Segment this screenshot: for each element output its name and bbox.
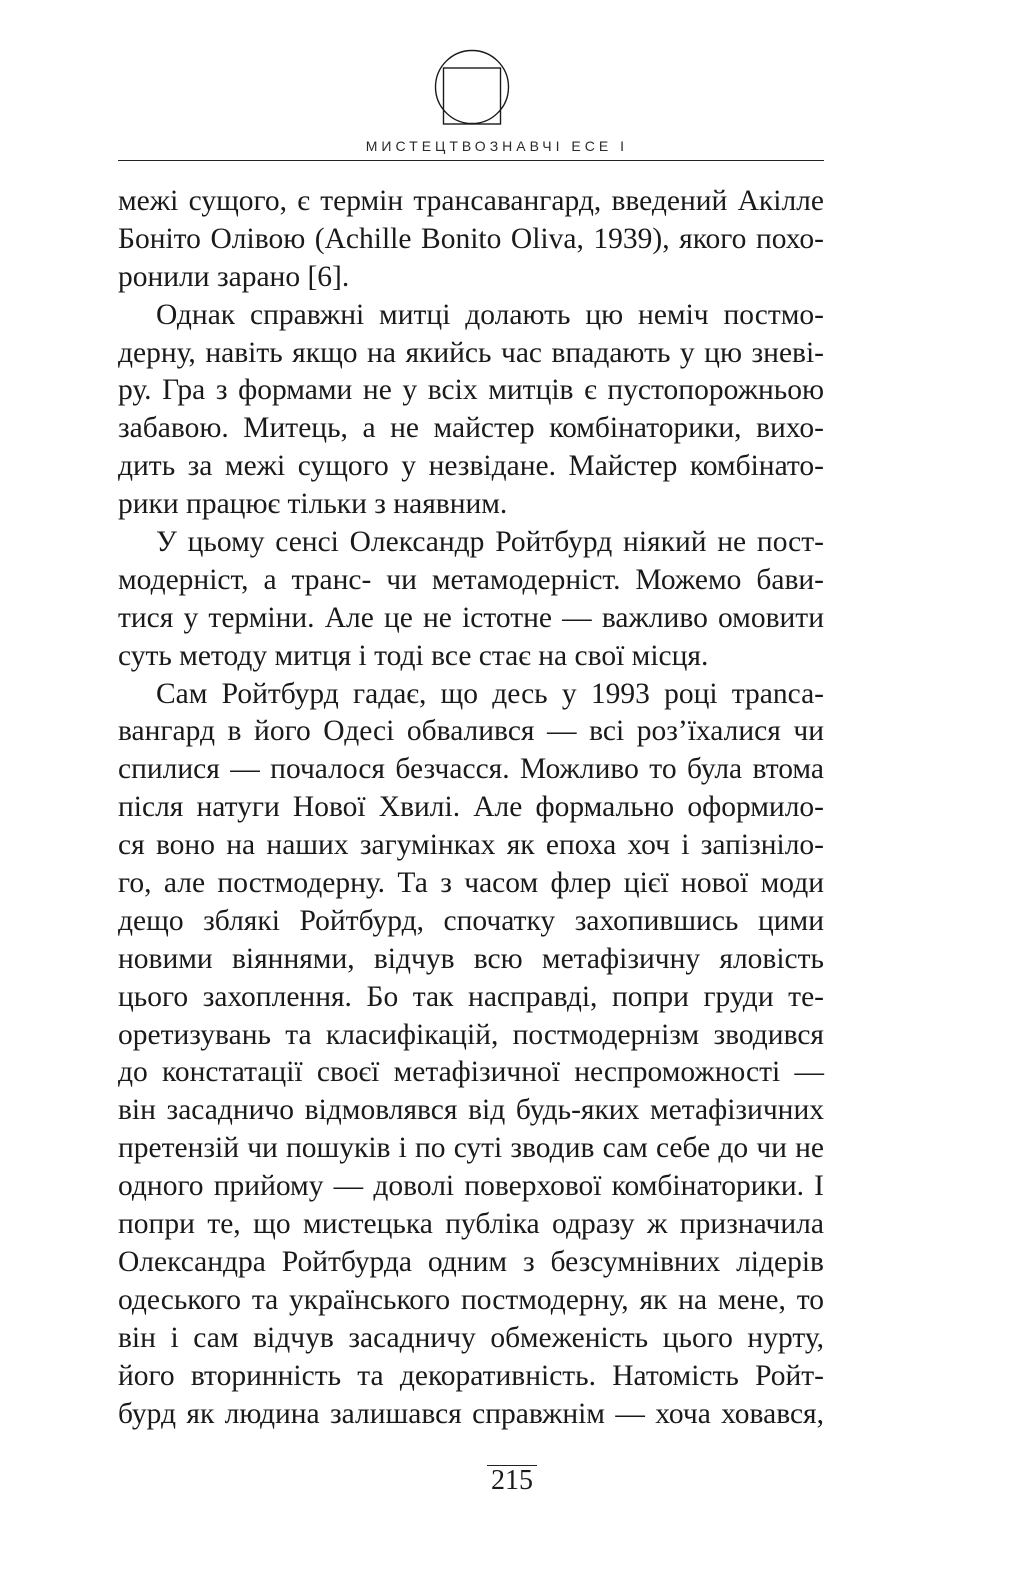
header-rule — [118, 160, 824, 161]
body-text — [118, 183, 824, 1433]
text-line: ру. Гра з формами не у всіх митців є пустопорожньою — [118, 374, 824, 407]
text-line: У цьому сенсі Олександр Ройтбурд ніякий не пост- — [156, 526, 824, 559]
text-line: Олександра Ройтбурда одним з безсумнівних лідерів — [118, 1245, 824, 1278]
page-number-text: 215 — [487, 1465, 537, 1496]
text-line: межі сущого, є термін трансавангард, введений Акілле — [118, 185, 824, 217]
text-line: одеського та українського постмодерну, як на мене, то — [118, 1283, 824, 1316]
text-line: попри те, що мистецька публіка одразу ж призначила — [118, 1208, 824, 1241]
text-line: вангард в його Одесі обвалився — всі роз’їхалися чи — [118, 715, 824, 748]
page-number — [0, 1465, 1024, 1497]
text-line: модерніст, а транс- чи метамодерніст. Можемо бави- — [118, 563, 824, 596]
text-line: Однак справжні митці долають цю неміч постмо- — [156, 298, 824, 331]
text-line: спилися — почалося безчасся. Можливо то була втома — [118, 753, 824, 786]
text-line: цього захоплення. Бо так насправді, попри груди те- — [118, 980, 824, 1013]
text-line: бурд як людина залишався справжнім — хоча ховався, — [118, 1397, 824, 1430]
text-line: він і сам відчув засадничу обмеженість цього нурту, — [118, 1321, 824, 1354]
text-line: ся воно на наших загумінках як епоха хоч і запізніло- — [118, 829, 824, 862]
text-line: рики працює тільки з наявним. — [118, 488, 508, 521]
text-line: одного прийому — доволі поверхової комбінаторики. І — [118, 1170, 824, 1203]
text-line: його вторинність та декоративність. Натомість Ройт- — [118, 1359, 824, 1392]
text-line: до констатації своєї метафізичної неспроможності — — [118, 1056, 824, 1089]
text-line: дить за межі сущого у незвідане. Майстер комбінато- — [118, 450, 824, 483]
circle-square-icon — [434, 49, 510, 125]
text-line: він засадничо відмовлявся від будь-яких метафізичних — [118, 1094, 824, 1127]
text-line: оретизувань та класифікацій, постмодернізм зводився — [118, 1018, 824, 1051]
text-line: тися у терміни. Але це не істотне — важливо омовити — [118, 601, 824, 634]
text-line: забавою. Митець, а не майстер комбінаторики, вихо- — [118, 412, 824, 445]
text-line: го, але постмодерну. Та з часом флер цієї нової моди — [118, 867, 824, 900]
text-line: новими віяннями, відчув всю метафізичну яловість — [118, 942, 824, 975]
text-line: Боніто Олівою (Achille Bonito Oliva, 1939), якого похо- — [118, 222, 824, 255]
running-head-title: МИСТЕЦТВОЗНАВЧІ ЕСЕ І — [365, 138, 628, 154]
text-line: після натуги Нової Хвилі. Але формально оформило- — [118, 791, 824, 824]
text-line: ронили зарано [6]. — [118, 260, 350, 293]
text-line: Сам Ройтбурд гадає, що десь у 1993 році трanса- — [156, 677, 824, 710]
text-line: претензій чи пошуків і по суті зводив сам себе до чи не — [118, 1132, 824, 1165]
text-line: суть методу митця і тоді все стає на свої місця. — [118, 639, 709, 672]
text-line: дерну, навіть якщо на якийсь час впадають у цю зневі- — [118, 336, 824, 369]
text-line: дещо зблякі Ройтбурд, спочатку захопившись цими — [118, 904, 824, 937]
